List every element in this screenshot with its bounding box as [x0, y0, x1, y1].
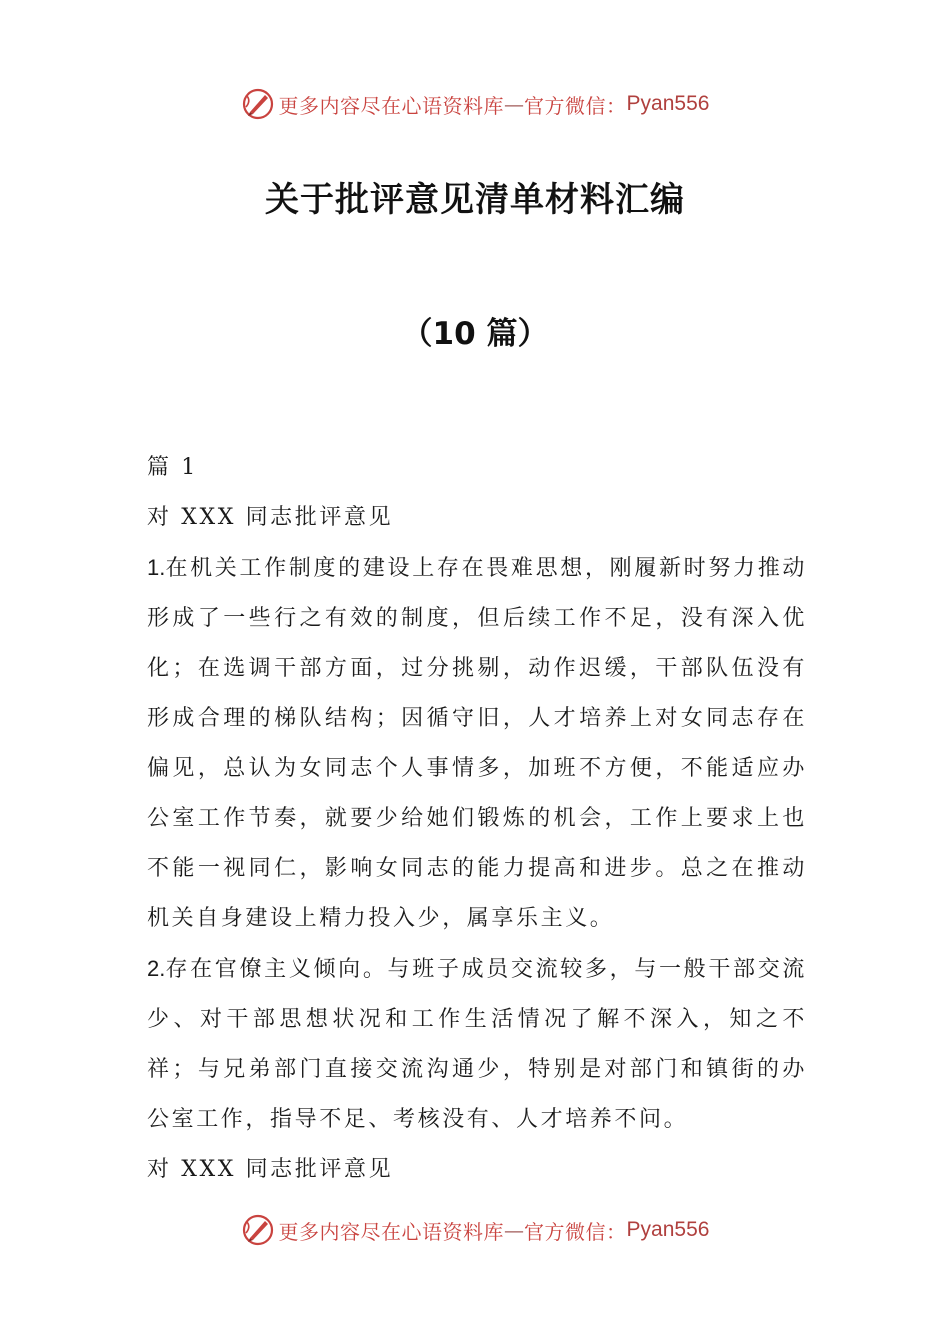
document-title: 关于批评意见清单材料汇编 [265, 180, 685, 220]
banner-text: 更多内容尽在心语资料库 [278, 93, 505, 118]
document-body [147, 443, 807, 1195]
quill-pen-icon [241, 1213, 275, 1247]
comment-item [147, 543, 807, 944]
banner-wechat-label: 官方微信： [524, 1219, 627, 1244]
banner-separator: — [504, 1218, 525, 1242]
banner-wechat-id: Pyan556 [626, 92, 710, 115]
header-watermark-banner [0, 84, 950, 124]
banner-wechat-label: 官方微信： [524, 93, 627, 118]
item-text: 在机关工作制度的建设上存在畏难思想，刚履新时努力推动形成了一些行之有效的制度，但后续工作不足，没有深入优化；在选调干部方面，过分挑剔，动作迟缓，干部队伍没有形成合理的梯队结构；因循守旧，人才培养上对女同志存在偏见，总认为女同志个人事情多，加班不方便，不能适应办公室工作节奏，就要少给她们锻炼的机会，工作上要求上也不能一视同仁，影响女同志的能力提高和进步。总之在推动机关自身建设上精力投入少，属享乐主义。 [147, 556, 807, 931]
banner-wechat-id: Pyan556 [626, 1218, 710, 1241]
comment-heading: 对 XXX 同志批评意见 [147, 1157, 394, 1182]
footer-watermark-banner [0, 1210, 950, 1250]
banner-separator: — [504, 92, 525, 116]
section-label: 篇 1 [147, 455, 198, 480]
banner-text: 更多内容尽在心语资料库 [278, 1219, 505, 1244]
comment-heading: 对 XXX 同志批评意见 [147, 505, 394, 530]
document-subtitle: （10 篇） [401, 316, 549, 352]
item-number: 2. [147, 956, 166, 981]
item-text: 存在官僚主义倾向。与班子成员交流较多，与一般干部交流少、对干部思想状况和工作生活情况了解不深入，知之不祥；与兄弟部门直接交流沟通少，特别是对部门和镇街的办公室工作，指导不足、考核没有、人才培养不问。 [147, 957, 807, 1132]
comment-item [147, 944, 807, 1145]
quill-pen-icon [241, 87, 275, 121]
item-number: 1. [147, 555, 166, 580]
